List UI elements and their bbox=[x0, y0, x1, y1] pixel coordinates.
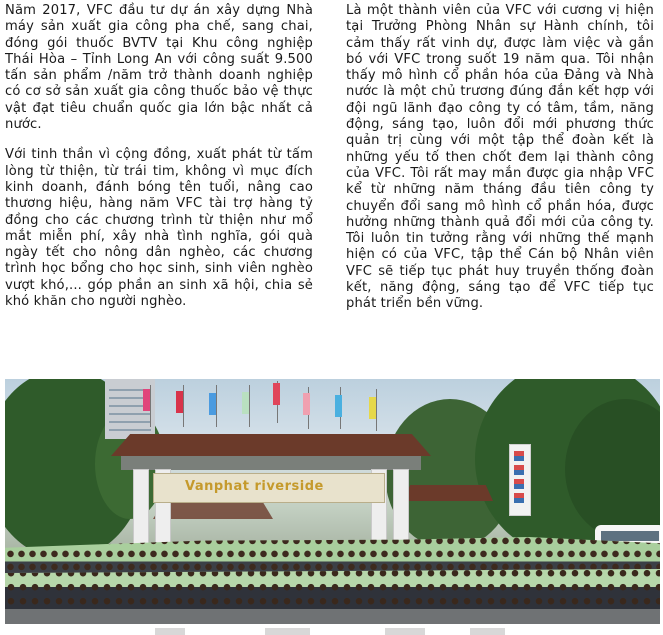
article-right-column bbox=[346, 3, 654, 327]
flag bbox=[176, 391, 183, 413]
flag bbox=[335, 395, 342, 417]
paragraph: Là một thành viên của VFC với cương vị hiện tại Trưởng Phòng Nhân sự Hành chính, tôi cảm thấy rất vinh dự, được làm việc và gắn bó với VFC trong suốt 19 năm qua. Tôi nhận thấy mô hình cổ phần hóa của Đảng và Nhà nước là một chủ trương đúng đắn kết hợp với đội ngũ lãnh đạo công ty có tâm, tầm, năng động, sáng tạo, luôn đổi mới phương thức quản trị cùng với một tập thể đoàn kết là những yếu tố then chốt đem lại thành công của VFC. Tôi rất may mắn được gia nhập VFC kể từ những năm tháng đầu tiên công ty chuyển đổi sang mô hình cổ phần hóa, được hưởng những thành quả đổi mới của công ty. Tôi luôn tin tưởng rằng với những thế mạnh hiện có của VFC, tập thể Cán bộ Nhân viên VFC sẽ tiếp tục phát huy truyền thống đoàn kết, năng động, sáng tạo để VFC tiếp tục phát triển bền vững. bbox=[346, 3, 654, 312]
gate-sign-text: Vanphat riverside bbox=[185, 479, 324, 494]
flag-pole bbox=[150, 385, 151, 427]
bottom-strip-block bbox=[155, 628, 185, 635]
flag-pole bbox=[183, 385, 184, 427]
crowd-front-row bbox=[5, 569, 660, 609]
side-roof bbox=[403, 485, 493, 501]
flag-pole bbox=[376, 389, 377, 431]
flag bbox=[273, 383, 280, 405]
gate-beam bbox=[121, 456, 421, 470]
side-roof bbox=[153, 503, 273, 519]
flag-pole bbox=[216, 385, 217, 427]
flag-pole bbox=[249, 385, 250, 427]
billboard bbox=[509, 444, 531, 516]
bottom-strip-block bbox=[385, 628, 425, 635]
bottom-strip bbox=[0, 626, 663, 635]
flag bbox=[143, 389, 150, 411]
flag bbox=[242, 392, 249, 414]
flag bbox=[209, 393, 216, 415]
group-photo bbox=[5, 379, 660, 624]
flag bbox=[303, 393, 310, 415]
article-left-column bbox=[5, 3, 313, 324]
paragraph: Với tinh thần vì cộng đồng, xuất phát từ tấm lòng từ thiện, từ trái tim, không vì mục đích kinh doanh, đánh bóng tên tuổi, nâng cao thương hiệu, hàng năm VFC tài trợ hàng tỷ đồng cho các chương trình từ thiện như mổ mắt miễn phí, xây nhà tình nghĩa, gói quà ngày tết cho nông dân nghèo, các chương trình học bổng cho học sinh, sinh viên nghèo vượt khó,... góp phần an sinh xã hội, chia sẻ khó khăn cho người nghèo. bbox=[5, 147, 313, 310]
bottom-strip-block bbox=[470, 628, 505, 635]
bottom-strip-block bbox=[265, 628, 310, 635]
gate-roof bbox=[111, 434, 431, 456]
paragraph: Năm 2017, VFC đầu tư dự án xây dựng Nhà máy sản xuất gia công pha chế, sang chai, đóng gói thuốc BVTV tại Khu công nghiệp Thái Hòa – Tỉnh Long An với công suất 9.500 tấn sản phẩm /năm trở thành doanh nghiệp có cơ sở sản xuất gia công thuốc bảo vệ thực vật đạt tiêu chuẩn quốc gia lớn bậc nhất cả nước. bbox=[5, 3, 313, 133]
flag bbox=[369, 397, 376, 419]
